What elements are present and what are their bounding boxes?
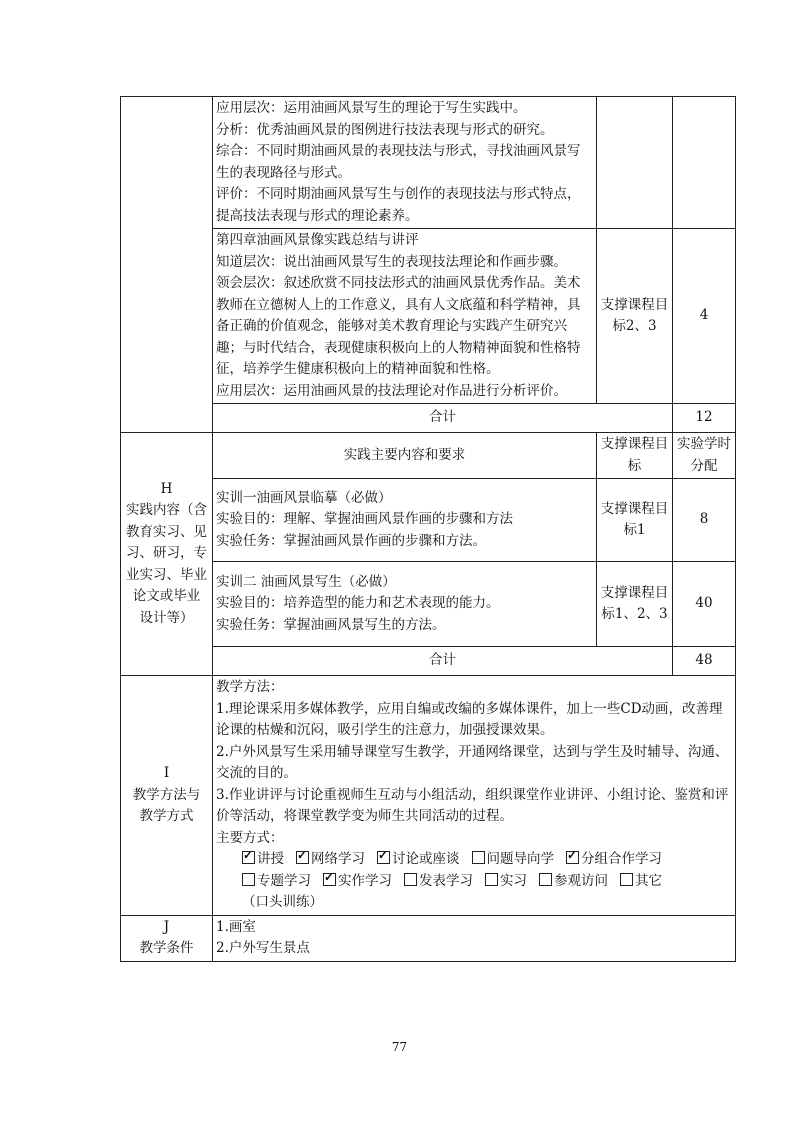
practice-hours-1: 8 (673, 479, 736, 562)
content-cell-b (213, 229, 597, 404)
section-i-label: I 教学方法与 教学方式 (121, 676, 213, 916)
teaching-methods-checkboxes (216, 849, 732, 914)
method-line: 主要方式： (216, 829, 284, 846)
section-j-content (213, 915, 736, 961)
practice-support-1: 支撑课程目标1 (597, 479, 673, 562)
checkbox-checked-icon (377, 851, 390, 864)
checkbox-checked-icon (323, 873, 336, 886)
section-i-row (121, 676, 736, 916)
method-checkbox[interactable]: ✓ 网络学习 (296, 849, 365, 871)
method-checkbox[interactable]: 其它 (620, 871, 662, 893)
header-support: 支撑课程目标 (597, 433, 673, 479)
hours-cell-a (673, 97, 736, 229)
checkbox-empty-icon (404, 873, 417, 886)
method-line: 3.作业讲评与讨论重视师生互动与小组活动，组织课堂作业讲评、小组讨论、鉴赏和评价等活动，将课堂教学变为师生共同活动的过程。 (216, 786, 729, 824)
checkbox-empty-icon (485, 873, 498, 886)
method-checkbox[interactable]: ✓ 分组合作学习 (566, 849, 662, 871)
practice-line: 实验任务：掌握油画风景作画的步骤和方法。 (216, 532, 486, 549)
section-h-header-row (121, 433, 736, 479)
content-cell-a (213, 97, 597, 229)
chapter-title: 第四章油画风景像实践总结与讲评 (216, 232, 419, 248)
total-label: 合计 (213, 404, 673, 433)
content-line: 综合：不同时期油画风景的表现技法与形式，寻找油画风景写生的表现路径与形式。 (216, 143, 581, 181)
checkbox-empty-icon (620, 873, 633, 886)
method-checkbox[interactable]: ✓讲授 (242, 849, 284, 871)
total-value: 12 (673, 404, 736, 433)
content-line: 应用层次：运用油画风景的技法理论对作品进行分析评价。 (216, 382, 567, 399)
section-i-content (213, 676, 736, 916)
method-checkbox[interactable]: 实习 (485, 871, 527, 893)
method-checkbox[interactable]: ✓ 讨论或座谈 (377, 849, 460, 871)
header-content: 实践主要内容和要求 (213, 433, 597, 479)
practice-line: 实验目的：理解、掌握油画风景作画的步骤和方法 (216, 511, 513, 528)
content-line: 应用层次：运用油画风景写生的理论于写生实践中。 (216, 100, 527, 116)
page-number: 77 (391, 1040, 408, 1054)
syllabus-table (120, 96, 736, 962)
method-checkbox[interactable]: 问题导向学 (472, 849, 555, 871)
content-row-chapter3 (121, 97, 736, 229)
total-row-h (121, 647, 736, 676)
method-checkbox[interactable]: 参观访问 (539, 871, 608, 893)
content-line: 分析：优秀油画风景的图例进行技法表现与形式的研究。 (216, 121, 554, 138)
checkbox-checked-icon (242, 851, 255, 864)
practice-line: 实验任务：掌握油画风景写生的方法。 (216, 616, 446, 633)
condition-line: 2.户外写生景点 (216, 940, 310, 956)
practice-content-2 (213, 562, 597, 647)
method-checkbox[interactable]: 发表学习 (404, 871, 473, 893)
method-checkbox[interactable]: ✓ 实作学习 (323, 871, 392, 893)
method-checkbox[interactable]: 专题学习 (242, 871, 311, 893)
section-j-label: J 教学条件 (121, 915, 213, 961)
section-j-row (121, 915, 736, 961)
practice-hours-2: 40 (673, 562, 736, 647)
method-line: 教学方法： (216, 679, 284, 695)
practice-content-1 (213, 479, 597, 562)
checkbox-empty-icon (242, 873, 255, 886)
practice-line: 实验目的：培养造型的能力和艺术表现的能力。 (216, 595, 500, 612)
total-label-h: 合计 (213, 647, 673, 676)
method-line: 1.理论课采用多媒体教学，应用自编或改编的多媒体课件，加上一些CD动画，改善理论课的枯燥和沉闷，吸引学生的注意力，加强授课效果。 (216, 700, 723, 738)
content-line: 评价：不同时期油画风景写生与创作的表现技法与形式特点，提高技法表现与形式的理论素养。 (216, 186, 581, 224)
practice-row-2 (121, 562, 736, 647)
total-value-h: 48 (673, 647, 736, 676)
total-row-upper (121, 404, 736, 433)
empty-label-cell (121, 97, 213, 433)
practice-title: 实训一油画风景临摹（必做） (216, 489, 392, 506)
content-row-chapter4 (121, 229, 736, 404)
method-line: 2.户外风景写生采用辅导课堂写生教学，开通网络课堂，达到与学生及时辅导、沟通、交流的目的。 (216, 743, 729, 781)
checkbox-empty-icon (539, 873, 552, 886)
content-line: 领会层次：叙述欣赏不同技法形式的油画风景优秀作品。美术教师在立德树人上的工作意义，具有人文底蕴和科学精神，具备正确的价值观念，能够对美术教育理论与实践产生研究兴趣；与时代结合，表现健康积极向上的人物精神面貌和性格特征，培养学生健康积极向上的精神面貌和性格。 (216, 275, 581, 377)
practice-title: 实训二 油画风景写生（必做） (216, 573, 396, 590)
section-h-label: H 实践内容（含 教育实习、见 习、研习，专 业实习、毕业 论文或毕业 设计等） (121, 433, 213, 676)
other-note: （口头训练） (242, 894, 323, 910)
practice-row-1 (121, 479, 736, 562)
checkbox-checked-icon (296, 851, 309, 864)
checkbox-checked-icon (566, 851, 579, 864)
condition-line: 1.画室 (216, 918, 256, 935)
content-line: 知道层次：说出油画风景写生的表现技法理论和作画步骤。 (216, 253, 567, 270)
support-cell-a (597, 97, 673, 229)
hours-cell-b: 4 (673, 229, 736, 404)
support-cell-b: 支撑课程目标2、3 (597, 229, 673, 404)
practice-support-2: 支撑课程目标1、2、3 (597, 562, 673, 647)
checkbox-empty-icon (472, 851, 485, 864)
header-hours: 实验学时分配 (673, 433, 736, 479)
